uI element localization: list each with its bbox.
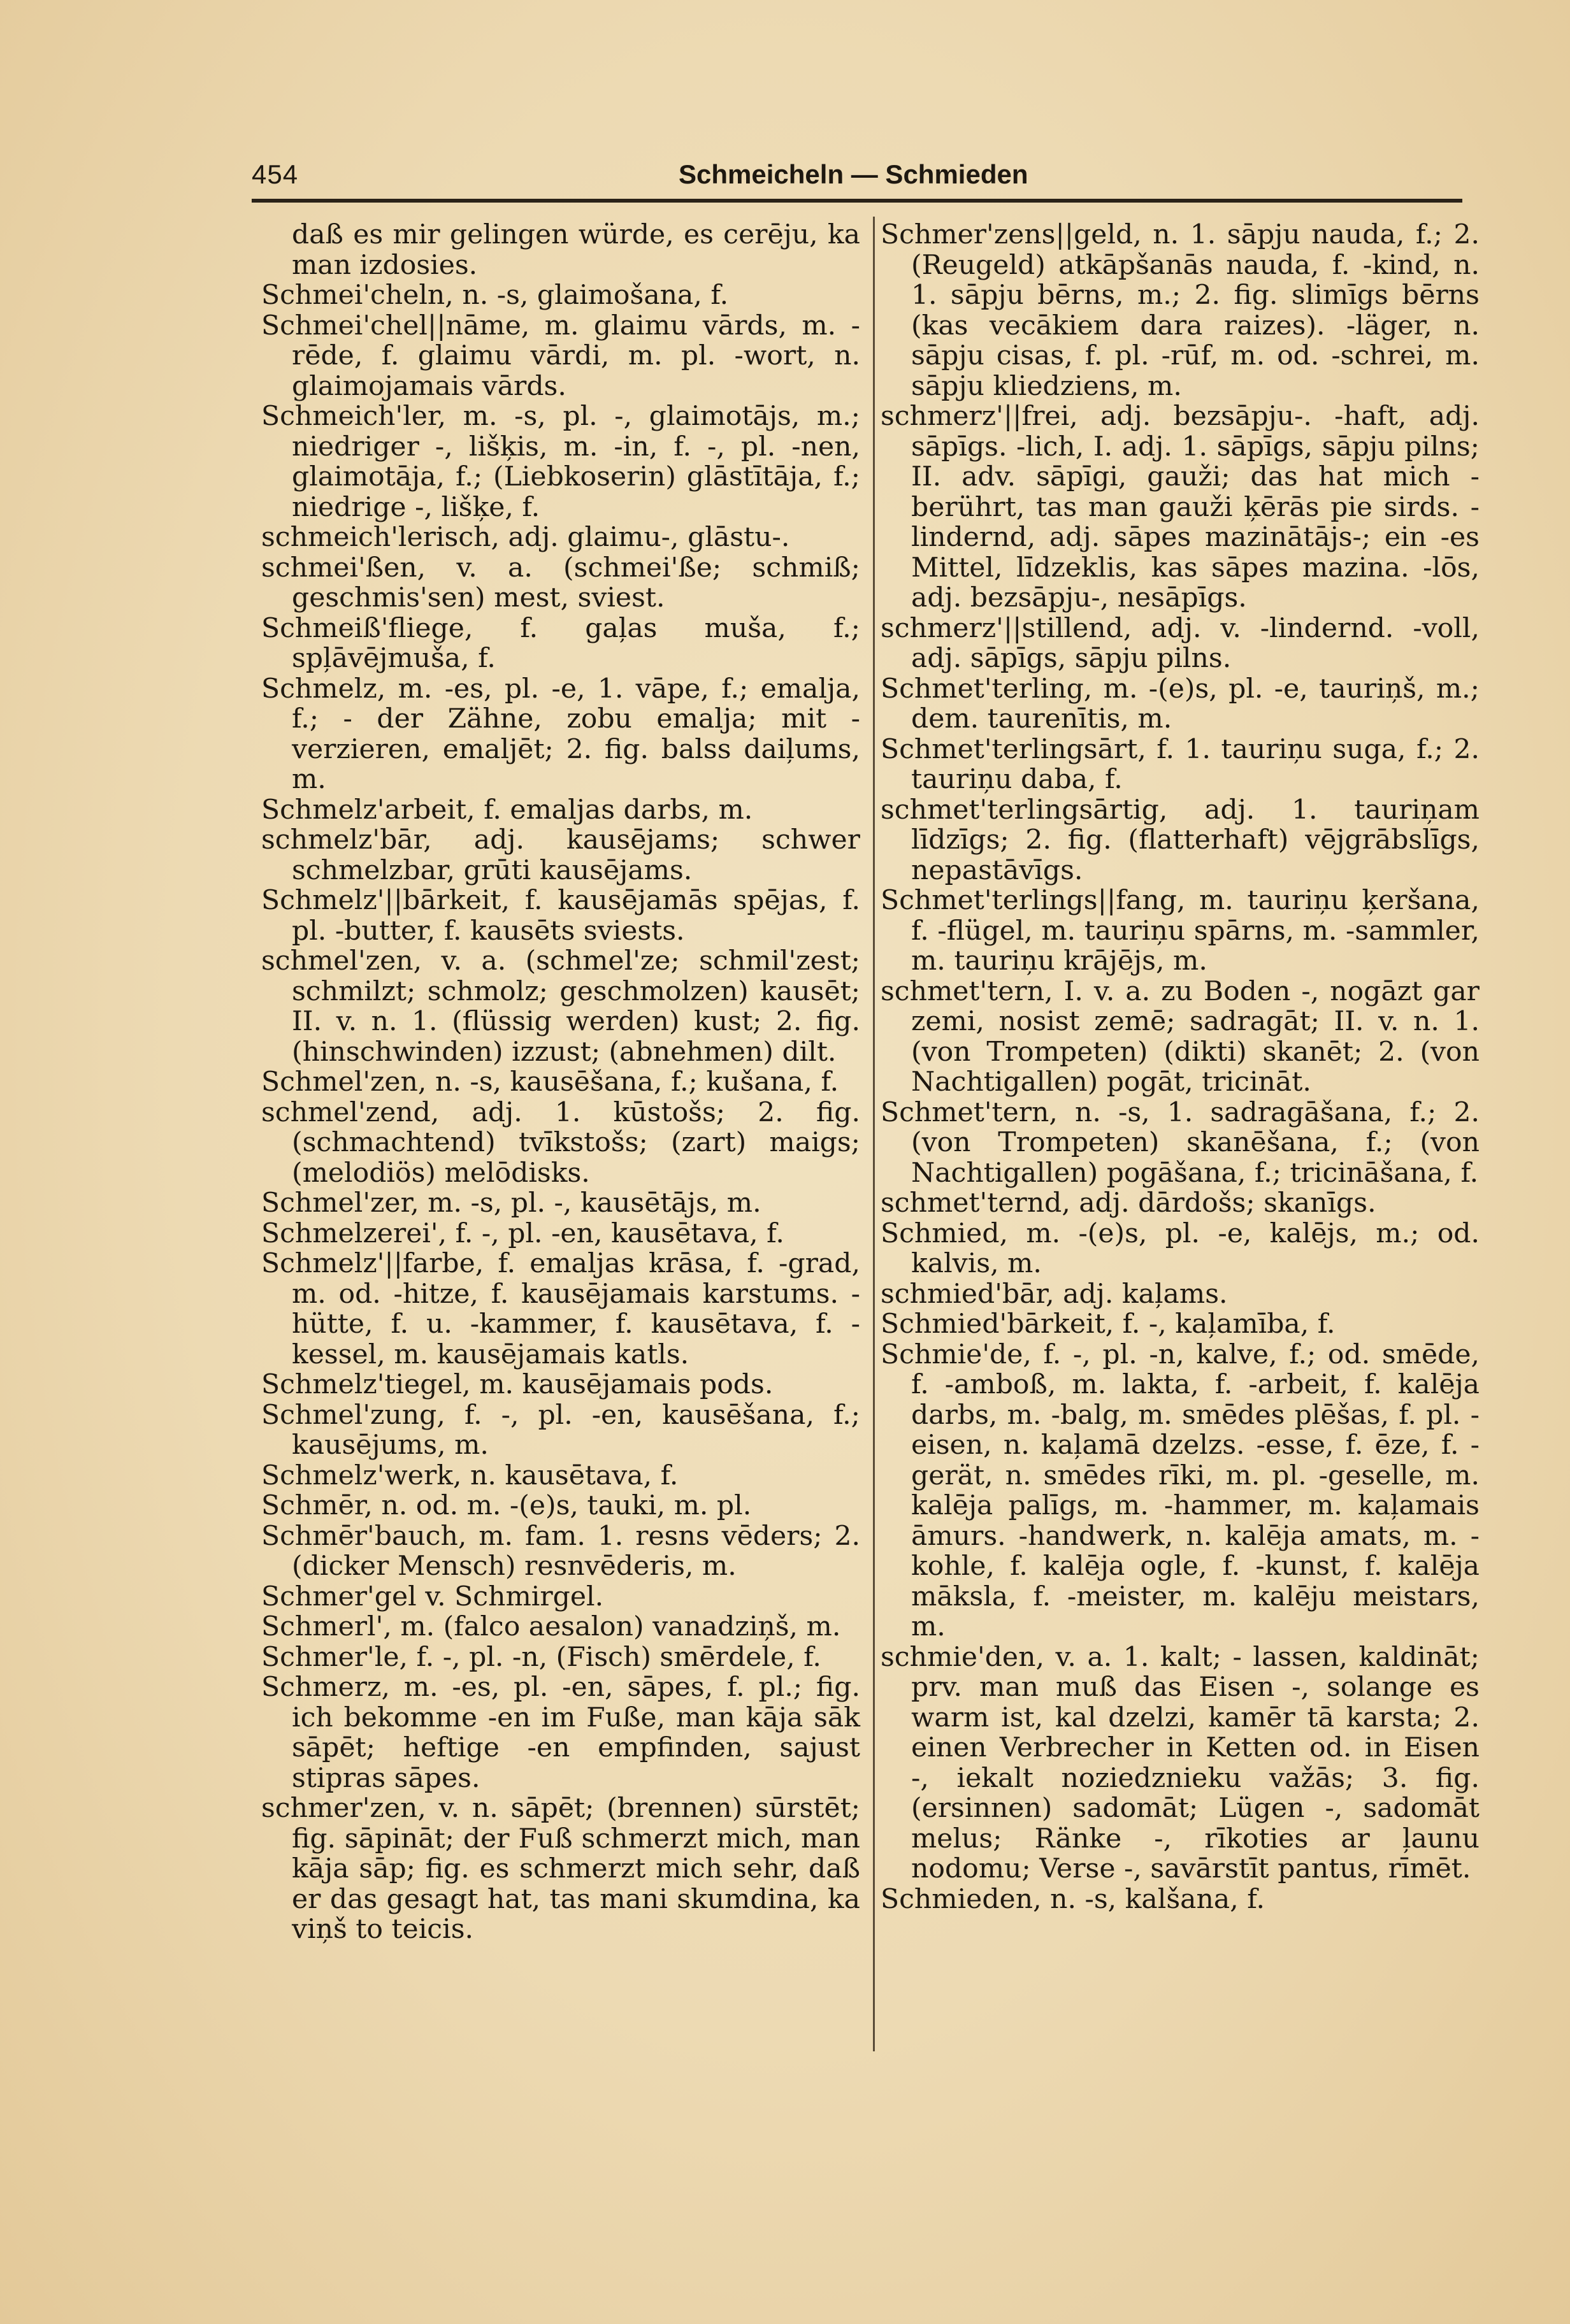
- dictionary-entry: Schmeich'ler, m. -s, pl. -, glaimotājs, m.; niedriger -, lišķis, m. -in, f. -, pl. -nen, glaimotāja, f.; (Liebkoserin) glāstītāja, f.; niedrige -, lišķe, f.: [261, 401, 860, 523]
- dictionary-entry: schmeich'lerisch, adj. glaimu-, glāstu-.: [261, 522, 790, 553]
- dictionary-entry: Schmelz'||farbe, f. emaljas krāsa, f. -grad, m. od. -hitze, f. kausējamais karstums. -hütte, f. u. -kammer, f. kausētava, f. -kessel, m. kausējamais katls.: [261, 1248, 860, 1370]
- dictionary-entry: schmet'ternd, adj. dārdošs; skanīgs.: [881, 1187, 1376, 1219]
- dictionary-entry: Schmelz'arbeit, f. emaljas darbs, m.: [261, 794, 753, 826]
- header-rule: [252, 199, 1462, 203]
- dictionary-entry: Schmelz'werk, n. kausētava, f.: [261, 1460, 679, 1491]
- dictionary-entry: Schmelz, m. -es, pl. -e, 1. vāpe, f.; emalja, f.; - der Zähne, zobu emalja; mit - verzieren, emaljēt; 2. fig. balss daiļums, m.: [261, 673, 860, 795]
- dictionary-entry: Schmel'zen, n. -s, kausēšana, f.; kušana, f.: [261, 1066, 839, 1098]
- dictionary-entry: Schmet'tern, n. -s, 1. sadragāšana, f.; 2. (von Trompeten) skanēšana, f.; (von Nachtigallen) pogāšana, f.; tricināšana, f.: [881, 1096, 1480, 1189]
- dictionary-entry: Schmied, m. -(e)s, pl. -e, kalējs, m.; od. kalvis, m.: [881, 1217, 1480, 1279]
- dictionary-entry: Schmer'gel v. Schmirgel.: [261, 1581, 604, 1612]
- dictionary-entry: schmie'den, v. a. 1. kalt; - lassen, kaldināt; prv. man muß das Eisen -, solange es warm ist, kal dzelzi, kamēr tā karsta; 2. einen Verbrecher in Ketten od. in Eisen -, iekalt noziedznieku važās; 3. fig. (ersinnen) sadomāt; Lügen -, sadomāt melus; Ränke -, rīkoties ar ļaunu nodomu; Verse -, savārstīt pantus, rīmēt.: [881, 1641, 1480, 1884]
- dictionary-entry: schmied'bār, adj. kaļams.: [881, 1278, 1228, 1310]
- page-header: [252, 159, 1462, 204]
- dictionary-entry: daß es mir gelingen würde, es cerēju, ka man izdosies.: [292, 219, 860, 281]
- dictionary-entry: schmerz'||stillend, adj. v. -lindernd. -voll, adj. sāpīgs, sāpju pilns.: [881, 612, 1480, 674]
- dictionary-entry: schmer'zen, v. n. sāpēt; (brennen) sūrstēt; fig. sāpināt; der Fuß schmerzt mich, man kāja sāp; fig. es schmerzt mich sehr, daß er das gesagt hat, tas mani skumdina, ka viņš to teicis.: [261, 1793, 860, 1945]
- dictionary-entry: schmelz'bār, adj. kausējams; schwer schmelzbar, grūti kausējams.: [261, 824, 860, 886]
- dictionary-entry: Schmet'terling, m. -(e)s, pl. -e, tauriņš, m.; dem. taurenītis, m.: [881, 673, 1480, 735]
- dictionary-entry: Schmel'zer, m. -s, pl. -, kausētājs, m.: [261, 1187, 761, 1219]
- dictionary-entry: Schmet'terlingsārt, f. 1. tauriņu suga, f.; 2. tauriņu daba, f.: [881, 733, 1480, 795]
- dictionary-entry: Schmei'cheln, n. -s, glaimošana, f.: [261, 280, 729, 311]
- dictionary-entry: Schmeiß'fliege, f. gaļas muša, f.; spļāvējmuša, f.: [261, 612, 860, 674]
- dictionary-entry: Schmieden, n. -s, kalšana, f.: [881, 1883, 1265, 1915]
- left-column: [261, 220, 860, 1945]
- page-number: 454: [252, 159, 299, 189]
- dictionary-entry: Schmerl', m. (falco aesalon) vanadziņš, m.: [261, 1611, 841, 1642]
- right-column: [881, 220, 1480, 1914]
- dictionary-entry: Schmēr'bauch, m. fam. 1. resns vēders; 2. (dicker Mensch) resnvēderis, m.: [261, 1520, 860, 1582]
- dictionary-entry: Schmer'zens||geld, n. 1. sāpju nauda, f.; 2. (Reugeld) atkāpšanās nauda, f. -kind, n. 1. sāpju bērns, m.; 2. fig. slimīgs bērns (kas vecākiem dara raizes). -läger, n. sāpju cisas, f. pl. -rūf, m. od. -schrei, m. sāpju kliedziens, m.: [881, 219, 1480, 402]
- dictionary-entry: Schmelz'tiegel, m. kausējamais pods.: [261, 1369, 774, 1400]
- running-title: Schmeicheln — Schmieden: [679, 159, 1028, 189]
- dictionary-entry: schmel'zend, adj. 1. kūstošs; 2. fig. (schmachtend) tvīkstošs; (zart) maigs; (melodiös) melōdisks.: [261, 1096, 860, 1189]
- dictionary-entry: Schmelzerei', f. -, pl. -en, kausētava, f.: [261, 1217, 784, 1249]
- dictionary-entry: Schmei'chel||nāme, m. glaimu vārds, m. -rēde, f. glaimu vārdi, m. pl. -wort, n. glaimojamais vārds.: [261, 310, 860, 402]
- dictionary-entry: Schmied'bārkeit, f. -, kaļamība, f.: [881, 1309, 1336, 1340]
- column-divider: [873, 217, 875, 2051]
- dictionary-entry: schmei'ßen, v. a. (schmei'ße; schmiß; geschmis'sen) mest, sviest.: [261, 552, 860, 613]
- dictionary-entry: Schmel'zung, f. -, pl. -en, kausēšana, f.; kausējums, m.: [261, 1399, 860, 1461]
- dictionary-entry: Schmerz, m. -es, pl. -en, sāpes, f. pl.; fig. ich bekomme -en im Fuße, man kāja sāk sāpēt; heftige -en empfinden, sajust stipras sāpes.: [261, 1672, 860, 1794]
- dictionary-entry: Schmelz'||bārkeit, f. kausējamās spējas, f. pl. -butter, f. kausēts sviests.: [261, 885, 860, 947]
- dictionary-entry: schmet'terlingsārtig, adj. 1. tauriņam līdzīgs; 2. fig. (flatterhaft) vējgrābslīgs, nepastāvīgs.: [881, 794, 1480, 886]
- dictionary-entry: Schmie'de, f. -, pl. -n, kalve, f.; od. smēde, f. -amboß, m. lakta, f. -arbeit, f. kalēja darbs, m. -balg, m. smēdes plēšas, f. pl. -eisen, n. kaļamā dzelzs. -esse, f. ēze, f. -gerät, n. smēdes rīki, m. pl. -geselle, m. kalēja palīgs, m. -hammer, m. kaļamais āmurs. -handwerk, n. kalēja amats, m. -kohle, f. kalēja ogle, f. -kunst, f. kalēja māksla, f. -meister, m. kalēju meistars, m.: [881, 1338, 1480, 1642]
- dictionary-entry: Schmet'terlings||fang, m. tauriņu ķeršana, f. -flügel, m. tauriņu spārns, m. -sammler, m. tauriņu krājējs, m.: [881, 885, 1480, 977]
- dictionary-entry: schmel'zen, v. a. (schmel'ze; schmil'zest; schmilzt; schmolz; geschmolzen) kausēt; II. v. n. 1. (flüssig werden) kust; 2. fig. (hinschwinden) izzust; (abnehmen) dilt.: [261, 945, 860, 1068]
- dictionary-entry: schmet'tern, I. v. a. zu Boden -, nogāzt gar zemi, nosist zemē; sadragāt; II. v. n. 1. (von Trompeten) (dikti) skanēt; 2. (von Nachtigallen) pogāt, tricināt.: [881, 975, 1480, 1098]
- dictionary-entry: Schmēr, n. od. m. -(e)s, tauki, m. pl.: [261, 1490, 752, 1521]
- dictionary-entry: Schmer'le, f. -, pl. -n, (Fisch) smērdele, f.: [261, 1641, 821, 1673]
- dictionary-entry: schmerz'||frei, adj. bezsāpju-. -haft, adj. sāpīgs. -lich, I. adj. 1. sāpīgs, sāpju pilns; II. adv. sāpīgi, gauži; das hat mich - berührt, tas man gauži ķērās pie sirds. -lindernd, adj. sāpes mazinātājs-; ein -es Mittel, līdzeklis, kas sāpes mazina. -lōs, adj. bezsāpju-, nesāpīgs.: [881, 401, 1480, 613]
